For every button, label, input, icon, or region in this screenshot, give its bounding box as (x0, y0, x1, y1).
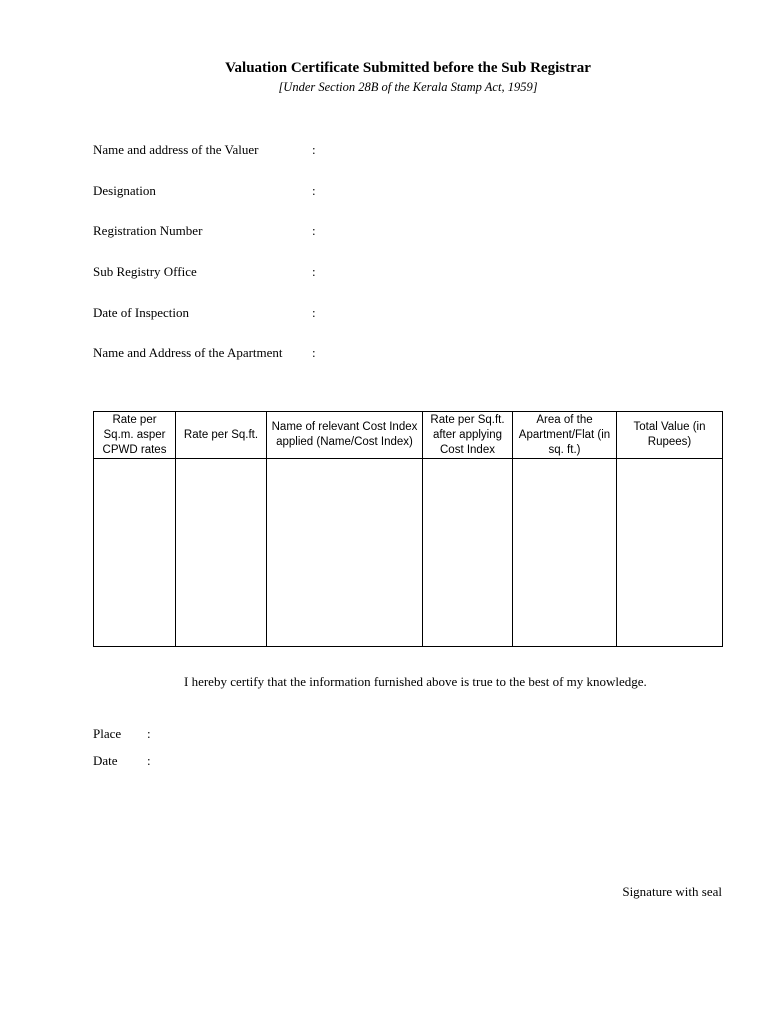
apartment-address-colon: : (312, 345, 316, 360)
valuer-name-label: Name and address of the Valuer (93, 142, 259, 157)
table-cell[interactable] (267, 459, 423, 647)
header-cost-index: Name of relevant Cost Index applied (Name/Cost Index) (267, 412, 423, 459)
designation-colon: : (312, 183, 316, 198)
apartment-address-label: Name and Address of the Apartment (93, 345, 283, 360)
designation-label: Designation (93, 183, 156, 198)
document-subtitle: [Under Section 28B of the Kerala Stamp Act, 1959] (278, 80, 538, 94)
table-cell[interactable] (617, 459, 723, 647)
table-cell[interactable] (513, 459, 617, 647)
registration-number-label: Registration Number (93, 223, 203, 238)
table-cell[interactable] (423, 459, 513, 647)
sub-registry-office-colon: : (312, 264, 316, 279)
inspection-date-label: Date of Inspection (93, 305, 190, 320)
header-rate-after-index: Rate per Sq.ft. after applying Cost Index (423, 412, 513, 459)
table-cell[interactable] (94, 459, 176, 647)
inspection-date-colon: : (312, 305, 316, 320)
document-title: Valuation Certificate Submitted before the Sub Registrar (225, 60, 591, 76)
table-cell[interactable] (176, 459, 267, 647)
date-colon: : (147, 753, 151, 768)
header-rate-sqft: Rate per Sq.ft. (176, 412, 267, 459)
table-header-row (94, 412, 723, 459)
valuer-name-colon: : (312, 142, 316, 157)
sub-registry-office-label: Sub Registry Office (93, 264, 197, 279)
date-label: Date (93, 753, 118, 768)
certification-statement: I hereby certify that the information furnished above is true to the best of my knowledge. (184, 674, 647, 689)
valuation-table (93, 411, 723, 647)
table-row (94, 459, 723, 647)
registration-number-colon: : (312, 223, 316, 238)
place-label: Place (93, 726, 122, 741)
header-rate-sqm-cpwd: Rate per Sq.m. asper CPWD rates (94, 412, 176, 459)
signature-with-seal: Signature with seal (622, 884, 722, 899)
place-colon: : (147, 726, 151, 741)
header-total-value: Total Value (in Rupees) (617, 412, 723, 459)
header-area: Area of the Apartment/Flat (in sq. ft.) (513, 412, 617, 459)
